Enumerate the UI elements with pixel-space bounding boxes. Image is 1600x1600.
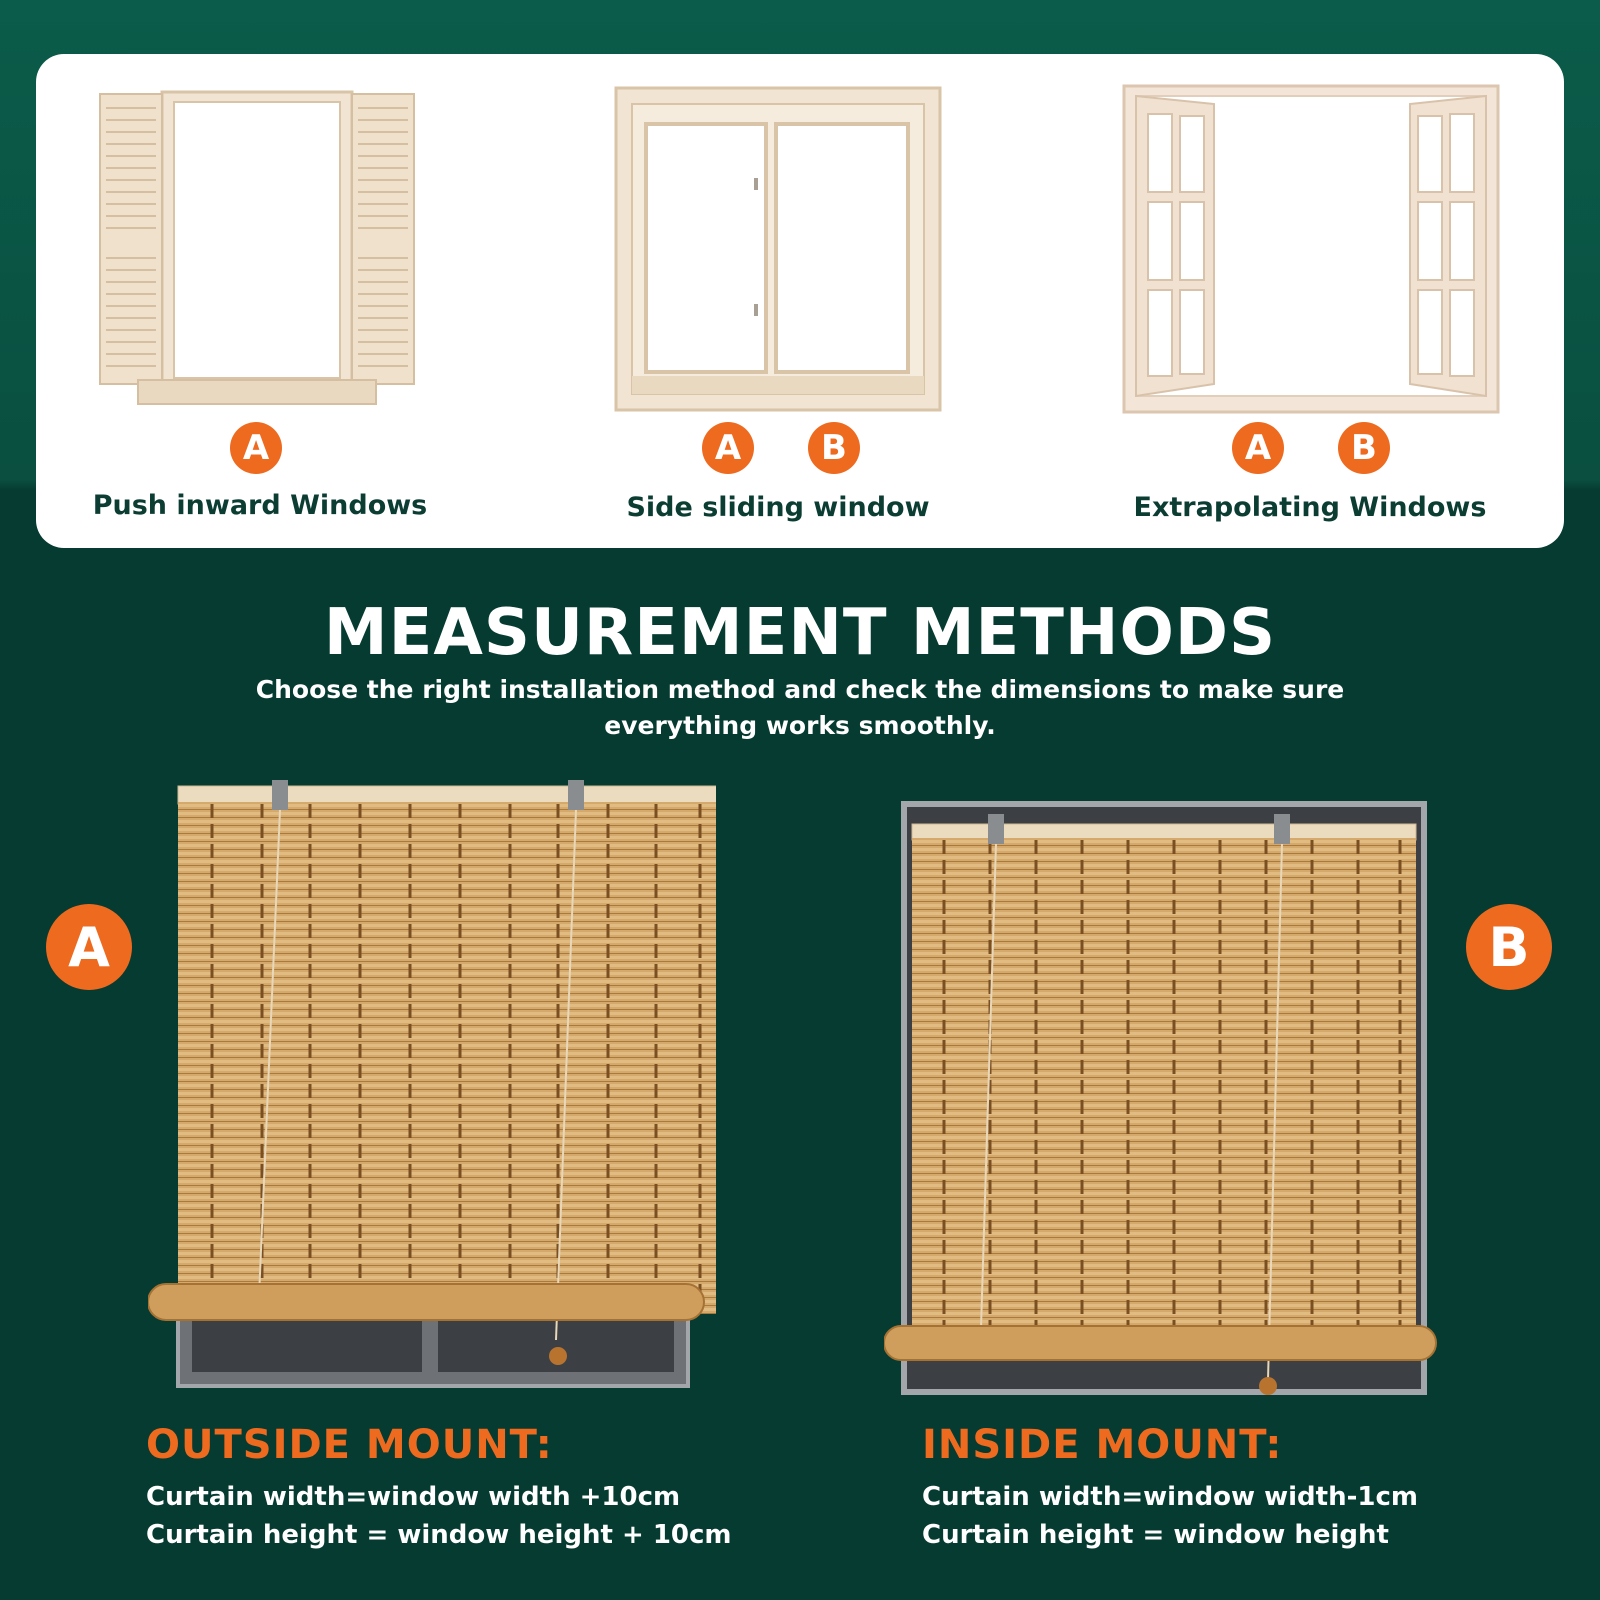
outside-mount-badge: A [46, 904, 132, 990]
inside-mount-blind-image [884, 800, 1440, 1396]
push-inward-label: Push inward Windows [92, 490, 428, 521]
extrapolating-label: Extrapolating Windows [1133, 492, 1487, 523]
outside-mount-width-rule: Curtain width=window width +10cm [146, 1482, 681, 1512]
badge-side-sliding-a: A [702, 422, 754, 474]
push-inward-window-image [98, 88, 416, 412]
inside-mount-width-rule: Curtain width=window width-1cm [922, 1482, 1418, 1512]
page-subtitle: Choose the right installation method and check the dimensions to make sure everything works smoothly. [255, 675, 1345, 740]
outside-mount-height-rule: Curtain height = window height + 10cm [146, 1520, 732, 1550]
extrapolating-window-image [1122, 84, 1500, 414]
side-sliding-window-image [614, 86, 942, 412]
inside-mount-badge: B [1466, 904, 1552, 990]
page-title: MEASUREMENT METHODS [323, 596, 1277, 670]
badge-extrapolating-b: B [1338, 422, 1390, 474]
badge-push-inward-a: A [230, 422, 282, 474]
outside-mount-title: OUTSIDE MOUNT: [146, 1422, 553, 1468]
side-sliding-label: Side sliding window [626, 492, 930, 523]
inside-mount-title: INSIDE MOUNT: [922, 1422, 1283, 1468]
badge-extrapolating-a: A [1232, 422, 1284, 474]
badge-side-sliding-b: B [808, 422, 860, 474]
inside-mount-height-rule: Curtain height = window height [922, 1520, 1389, 1550]
outside-mount-blind-image [148, 780, 716, 1394]
